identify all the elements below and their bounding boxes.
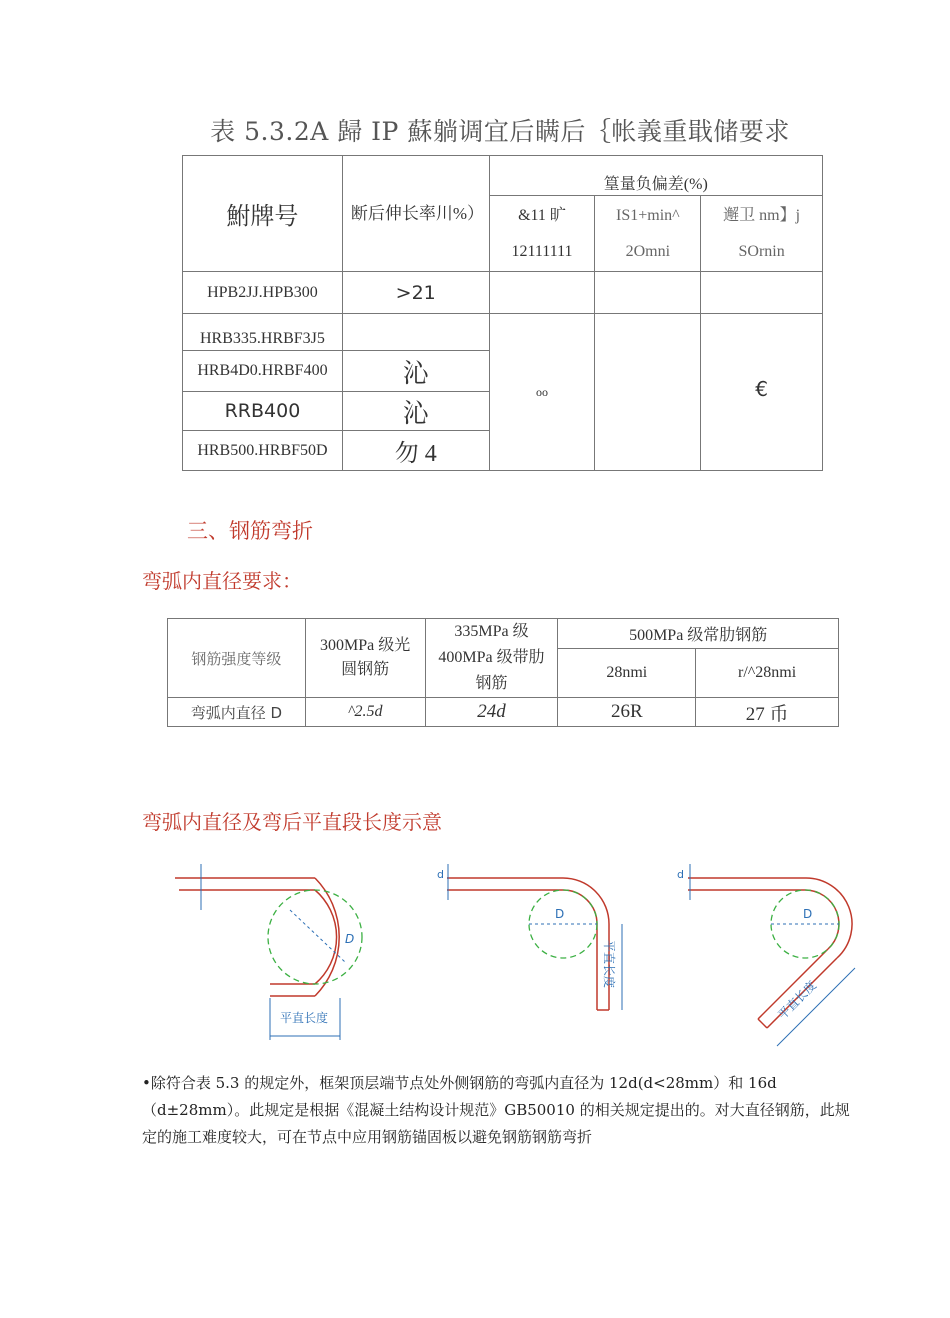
rebar-bend-diagrams bbox=[165, 850, 870, 1075]
header-weight-deviation: 篁量负偏差(%) bbox=[489, 156, 822, 196]
merged-cell-col1: oo bbox=[489, 314, 595, 471]
bend-diameter-table bbox=[167, 618, 839, 727]
row-label: 弯弧内直径 D bbox=[168, 698, 306, 727]
body-paragraph: •除符合表 5.3 的规定外，框架顶层端节点处外侧钢筋的弯弧内直径为 12d(d<28mm）和 16d（d±28mm）。此规定是根据《混凝土结构设计规范》GB50010 的相关规定提出的。对大直径钢筋，此规定的施工难度较大，可在节点中应用钢筋锚固板以避免钢筋钢筋弯折 bbox=[142, 1074, 850, 1146]
table1-title: 表 5.3.2A 歸 IP 蘇躺调宜后瞒后｛帐義重戢储要求 bbox=[210, 117, 790, 146]
header-grade: 鮒牌号 bbox=[183, 156, 343, 272]
diameter-label: D bbox=[345, 932, 355, 946]
row-grade: HRB335.HRBF3J5 bbox=[183, 314, 343, 351]
header-d-lt-28: 28nmi bbox=[558, 649, 696, 698]
header-500mpa: 500MPa 级常肋钢筋 bbox=[558, 619, 839, 649]
header-sub-1: &11 旷 12111111 bbox=[489, 196, 595, 272]
header-d-gt-28: r/^28nmi bbox=[696, 649, 839, 698]
row-grade: HRB500.HRBF50D bbox=[183, 431, 343, 471]
value-500-lt28: 26R bbox=[558, 698, 696, 727]
diagram-heading: 弯弧内直径及弯后平直段长度示意 bbox=[142, 810, 442, 834]
row-elongation: 沁 bbox=[342, 351, 489, 392]
grade-label: 钢筋强度等级 bbox=[168, 619, 306, 698]
value-300mpa: ^2.5d bbox=[305, 698, 425, 727]
row-grade: HRB4D0.HRBF400 bbox=[183, 351, 343, 392]
straight-length-label: 平直长度 bbox=[602, 940, 616, 989]
header-sub-3: 邂卫 nm】j SOrnin bbox=[701, 196, 823, 272]
header-335-400mpa: 335MPa 级 400MPa 级带肋钢筋 bbox=[425, 619, 558, 698]
bend-135-diagram bbox=[688, 878, 852, 1028]
straight-length-label: 平直长度 bbox=[280, 1011, 329, 1025]
row-grade: RRB400 bbox=[183, 392, 343, 431]
diameter-label: D bbox=[803, 907, 813, 921]
row-grade: HPB2JJ.HPB300 bbox=[183, 272, 343, 314]
row-elongation: 沁 bbox=[342, 392, 489, 431]
diameter-label: D bbox=[555, 907, 565, 921]
row-elongation bbox=[342, 314, 489, 351]
thickness-label: d bbox=[437, 868, 444, 881]
row-elongation: 勿 4 bbox=[342, 431, 489, 471]
hook-180-diagram bbox=[175, 878, 339, 996]
header-sub-2: IS1+min^ 2Omni bbox=[595, 196, 701, 272]
thickness-label: d bbox=[677, 868, 684, 881]
straight-length-label: 平直长度 bbox=[775, 978, 820, 1023]
merged-cell-col3: € bbox=[701, 314, 823, 471]
value-335-400mpa: 24d bbox=[425, 698, 558, 727]
row-elongation: >21 bbox=[342, 272, 489, 314]
value-500-gt28: 27 币 bbox=[696, 698, 839, 727]
section-heading: 三、钢筋弯折 bbox=[187, 519, 313, 543]
header-300mpa: 300MPa 级光圆钢筋 bbox=[305, 619, 425, 698]
section-subheading: 弯弧内直径要求： bbox=[142, 569, 302, 593]
elongation-table bbox=[182, 155, 823, 471]
header-elongation: 断后伸长率川%） bbox=[342, 156, 489, 272]
